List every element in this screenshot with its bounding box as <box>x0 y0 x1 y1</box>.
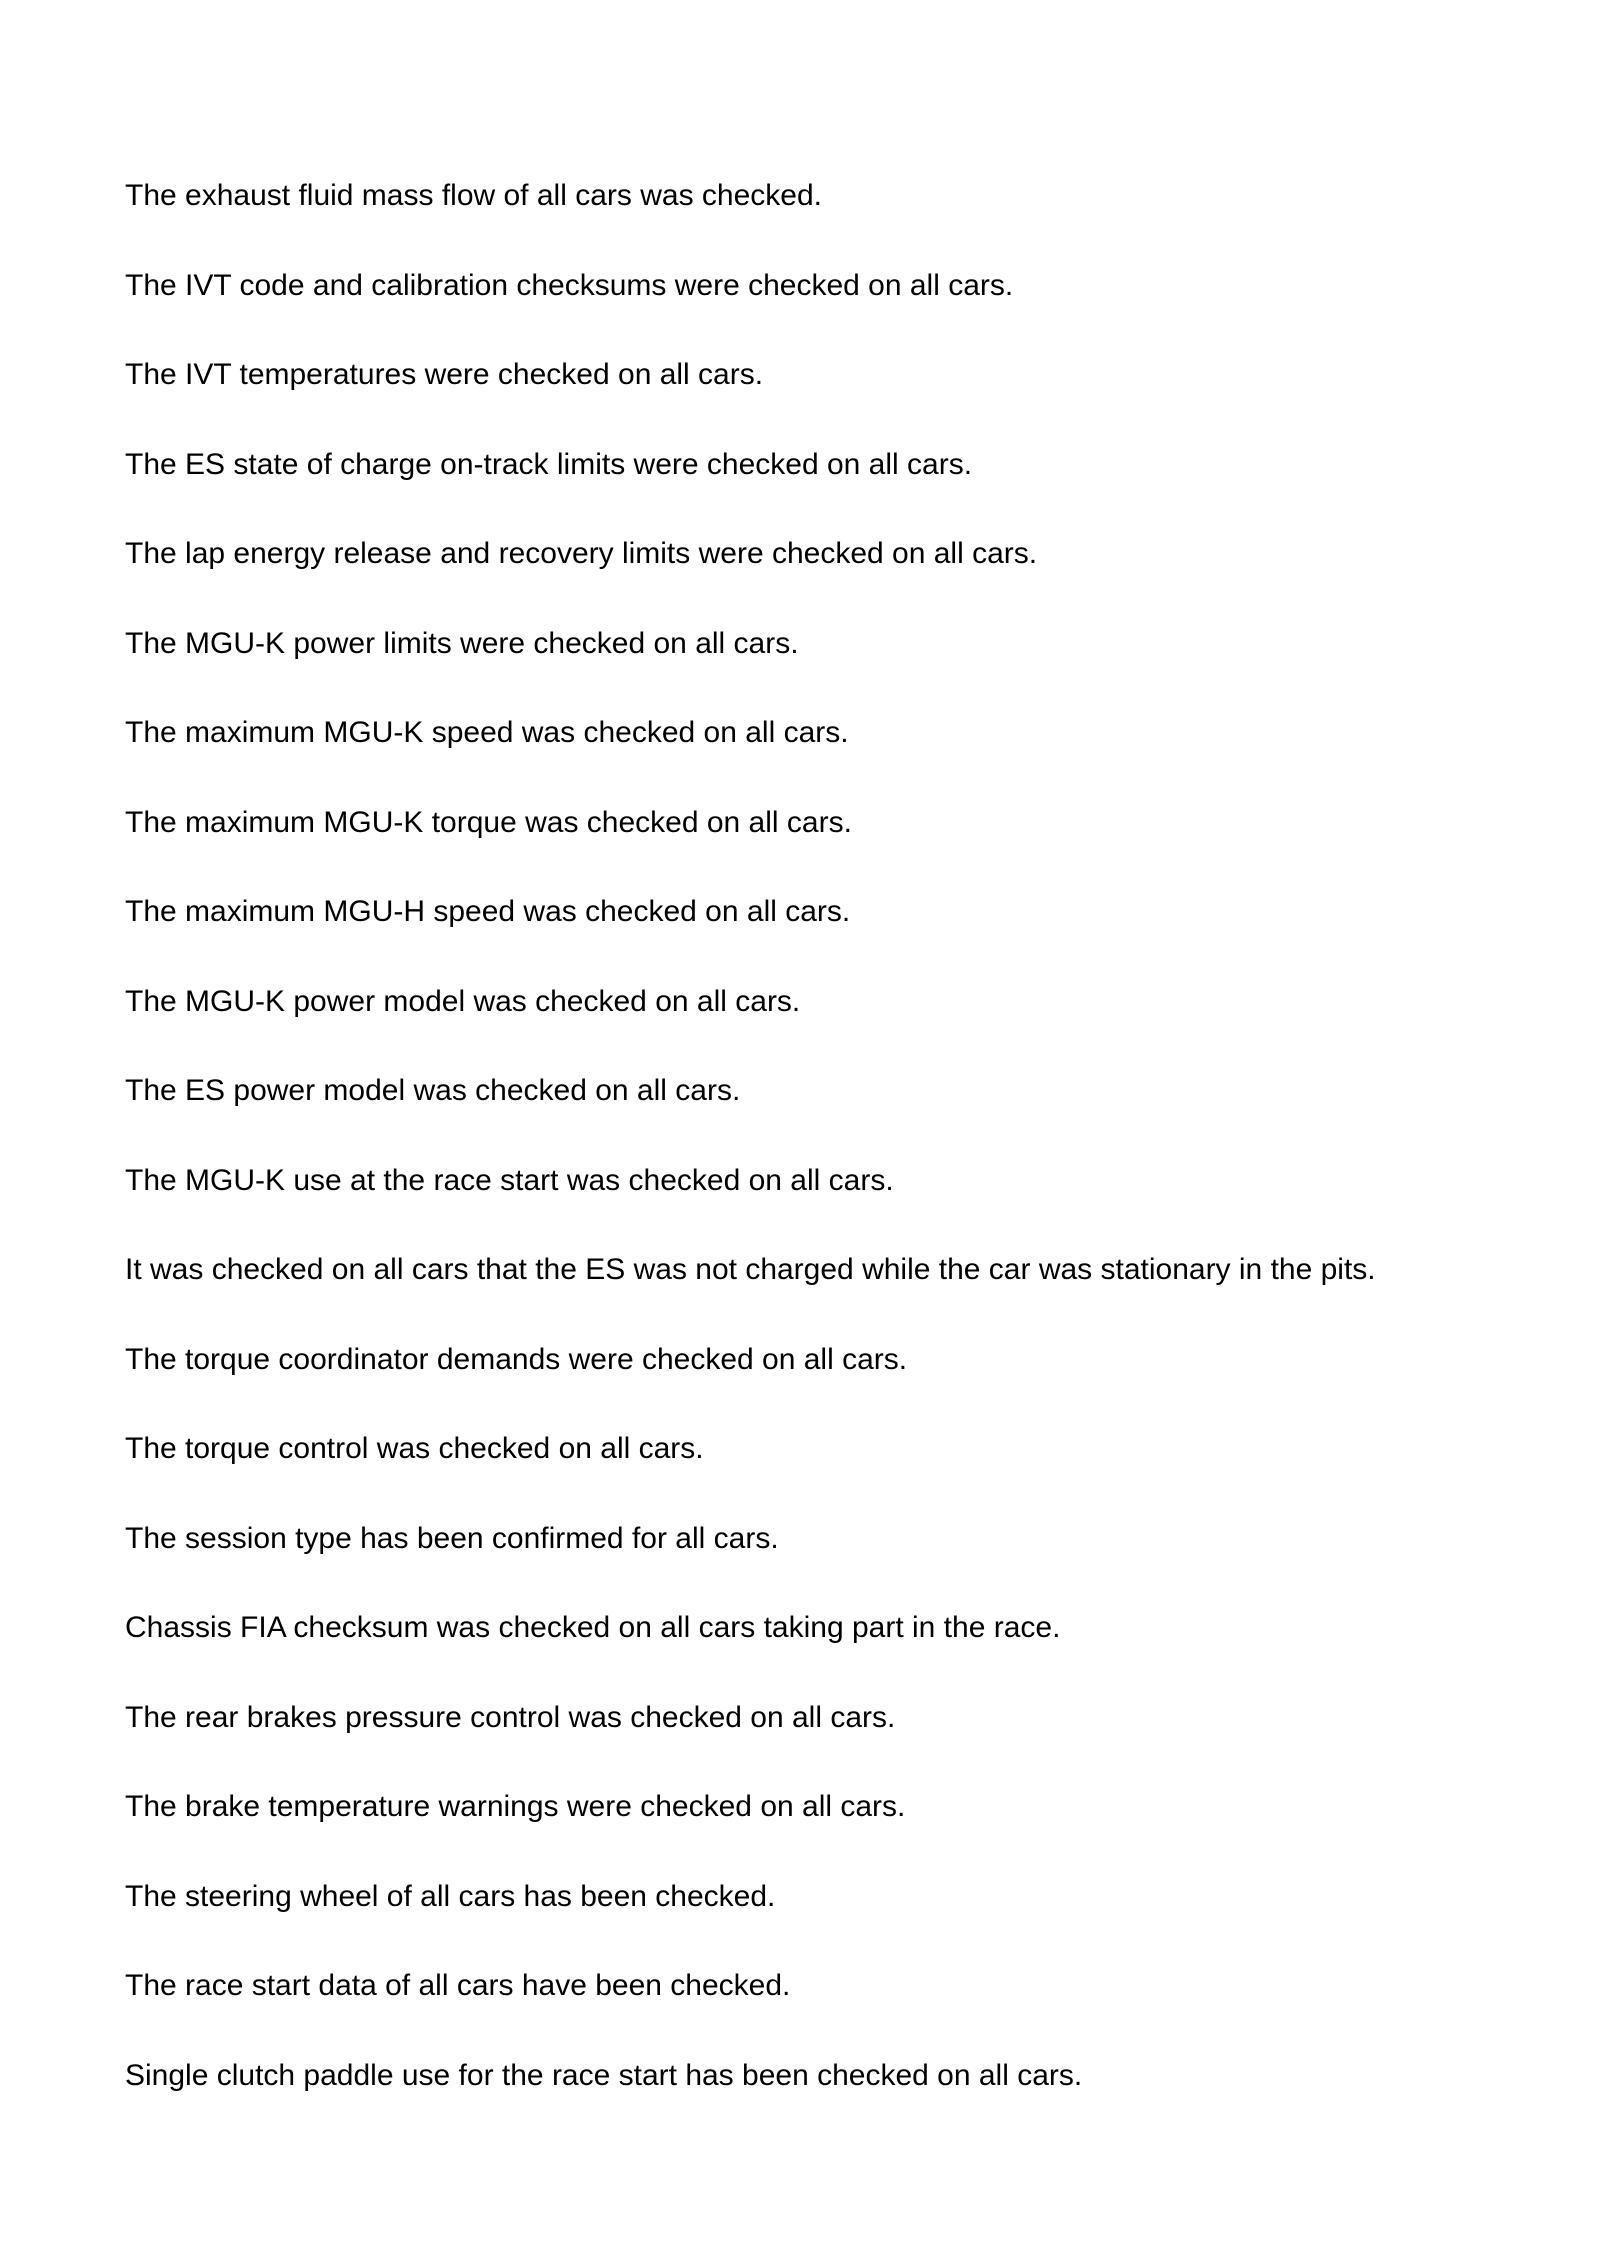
check-line: The brake temperature warnings were checked on all cars. <box>125 1790 906 1823</box>
check-line: Chassis FIA checksum was checked on all cars taking part in the race. <box>125 1611 1061 1644</box>
check-line: Single clutch paddle use for the race start has been checked on all cars. <box>125 2058 1083 2092</box>
check-line: The ES power model was checked on all cars. <box>125 1074 741 1107</box>
check-line: The exhaust fluid mass flow of all cars was checked. <box>125 179 822 212</box>
check-line: It was checked on all cars that the ES was not charged while the car was stationary in the pits. <box>125 1253 1376 1286</box>
check-line: The IVT code and calibration checksums were checked on all cars. <box>125 268 1014 302</box>
check-line: The lap energy release and recovery limits were checked on all cars. <box>125 537 1038 570</box>
check-line: The ES state of charge on-track limits were checked on all cars. <box>125 447 973 481</box>
check-line: The MGU-K use at the race start was checked on all cars. <box>125 1163 894 1197</box>
check-line: The MGU-K power limits were checked on all cars. <box>125 626 799 660</box>
check-line: The maximum MGU-H speed was checked on all cars. <box>125 895 851 928</box>
check-line: The race start data of all cars have been checked. <box>125 1969 791 2002</box>
check-line: The rear brakes pressure control was checked on all cars. <box>125 1700 896 1734</box>
check-line: The IVT temperatures were checked on all cars. <box>125 358 764 391</box>
check-line: The session type has been confirmed for all cars. <box>125 1521 779 1555</box>
check-list <box>125 176 1565 2145</box>
check-line: The steering wheel of all cars has been checked. <box>125 1879 776 1913</box>
check-line: The torque coordinator demands were checked on all cars. <box>125 1342 908 1376</box>
check-line: The maximum MGU-K speed was checked on all cars. <box>125 716 849 749</box>
check-line: The MGU-K power model was checked on all cars. <box>125 984 801 1018</box>
check-line: The torque control was checked on all cars. <box>125 1432 704 1465</box>
check-line: The maximum MGU-K torque was checked on all cars. <box>125 805 852 839</box>
